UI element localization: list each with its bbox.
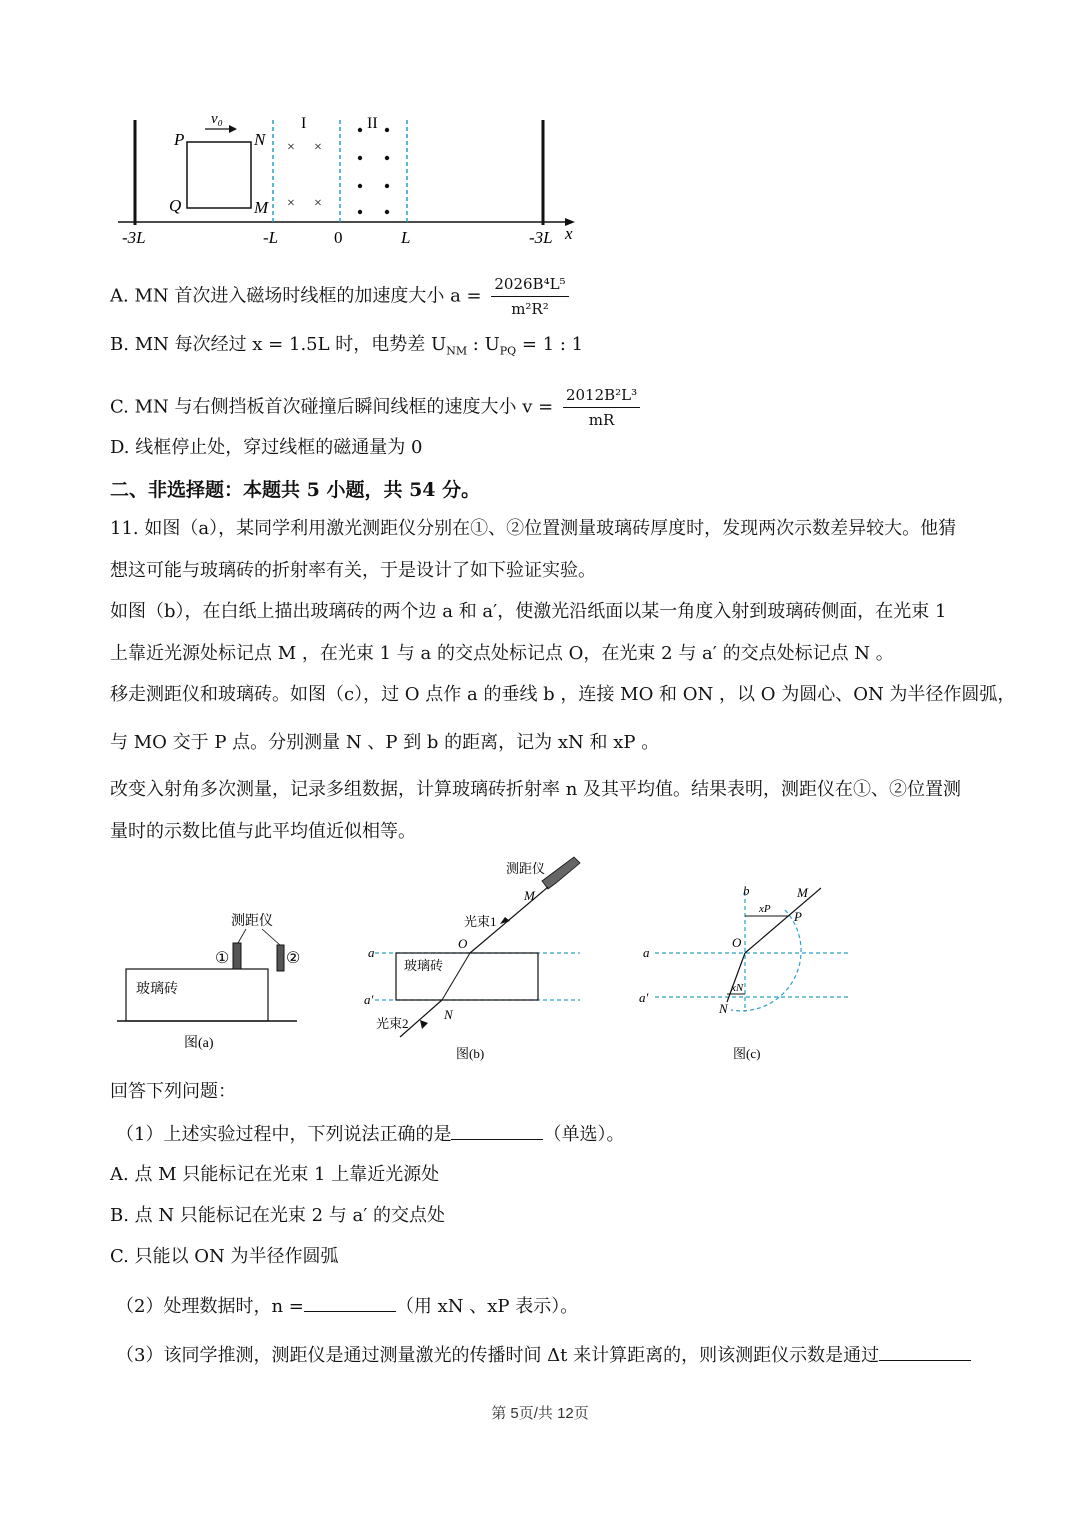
svg-text:xN: xN (731, 982, 744, 994)
option-a-fraction: $\frac{\text{2026B⁴L⁵}}{\text{m²R²}}$ (491, 272, 568, 321)
svg-text:M: M (797, 885, 808, 900)
tick-2: -L (263, 228, 279, 247)
option-a-text: MN 首次进入磁场时线框的加速度大小 a = (134, 285, 482, 307)
question-1-option-c: C. 只能以 ON 为半径作圆弧 (110, 1246, 339, 1267)
label-M: M (254, 198, 269, 217)
page-footer: 第 5页/共 12页 (491, 1405, 589, 1422)
option-d: D. 线框停止处，穿过线框的磁通量为 0 (110, 437, 423, 458)
x-axis-label: x (565, 224, 573, 243)
svg-text:测距仪: 测距仪 (231, 914, 273, 929)
figure-c (635, 882, 855, 1067)
q11-p3a: 移走测距仪和玻璃砖。如图（c），过 O 点作 a 的垂线 b ，连接 MO 和 ON ，以 O 为圆心、ON 为半径作圆弧， (110, 684, 1016, 705)
svg-text:N: N (444, 1007, 453, 1022)
tick-1: -3L (122, 228, 146, 247)
label-II: II (367, 115, 378, 132)
svg-text:a: a (643, 945, 650, 960)
q11-p1b: 想这可能与玻璃砖的折射率有关，于是设计了如下验证实验。 (110, 560, 596, 581)
svg-text:图(c): 图(c) (733, 1046, 761, 1061)
question-1-option-b: B. 点 N 只能标记在光束 2 与 a′ 的交点处 (110, 1205, 446, 1226)
svg-text:×: × (314, 196, 322, 211)
svg-text:玻璃砖: 玻璃砖 (404, 958, 444, 973)
section-heading: 二、非选择题：本题共 5 小题，共 54 分。 (110, 479, 481, 501)
svg-text:玻璃砖: 玻璃砖 (136, 982, 178, 997)
option-c: C. MN 与右侧挡板首次碰撞后瞬间线框的速度大小 v = $\frac{\text{2012B²L³}}{mR}$ (110, 383, 640, 432)
tick-5: -3L (529, 228, 553, 247)
magnetic-field-figure (110, 105, 590, 250)
svg-text:a′: a′ (639, 990, 649, 1005)
label-N: N (254, 130, 266, 149)
svg-text:O: O (732, 935, 742, 950)
questions-intro: 回答下列问题： (110, 1081, 236, 1102)
svg-text:M: M (524, 888, 535, 903)
svg-text:b: b (743, 883, 750, 898)
svg-text:O: O (458, 936, 468, 951)
q11-p1a: 11. 如图（a），某同学利用激光测距仪分别在①、②位置测量玻璃砖厚度时，发现两次示数差异较大。他猜 (110, 518, 957, 539)
answer-blank-3[interactable] (879, 1342, 971, 1361)
tick-4: L (401, 228, 411, 247)
svg-text:×: × (287, 196, 295, 211)
question-1-option-a: A. 点 M 只能标记在光束 1 上靠近光源处 (110, 1164, 440, 1185)
svg-text:①: ① (215, 950, 230, 967)
q11-p4a: 改变入射角多次测量，记录多组数据，计算玻璃砖折射率 n 及其平均值。结果表明，测距仪在①、②位置测 (110, 779, 962, 800)
q11-p2a: 如图（b），在白纸上描出玻璃砖的两个边 a 和 a′，使激光沿纸面以某一角度入射到玻璃砖侧面，在光束 1 (110, 601, 947, 622)
tick-3: 0 (334, 228, 343, 247)
option-c-fraction: $\frac{\text{2012B²L³}}{mR}$ (563, 383, 640, 432)
label-P: P (174, 130, 185, 149)
label-Q: Q (169, 196, 182, 215)
figure-a (112, 905, 312, 1055)
q11-p2b: 上靠近光源处标记点 M ，在光束 1 与 a 的交点处标记点 O，在光束 2 与 a′ 的交点处标记点 N 。 (110, 643, 894, 664)
q11-p4b: 量时的示数比值与此平均值近似相等。 (110, 821, 416, 842)
svg-text:a: a (368, 945, 375, 960)
svg-text:a′: a′ (364, 992, 374, 1007)
svg-text:②: ② (286, 950, 301, 967)
answer-blank-1[interactable] (451, 1121, 543, 1140)
label-I: I (301, 115, 307, 132)
svg-text:光束1: 光束1 (464, 914, 497, 929)
svg-text:测距仪: 测距仪 (506, 861, 546, 876)
svg-text:×: × (314, 140, 322, 155)
answer-blank-2[interactable] (304, 1293, 396, 1312)
v0-label: v₀ (211, 111, 223, 127)
svg-text:xP: xP (759, 903, 771, 915)
question-2: （2）处理数据时，n = （用 xN 、xP 表示）。 (116, 1293, 578, 1319)
svg-text:光束2: 光束2 (376, 1016, 409, 1031)
figure-b (360, 855, 600, 1065)
svg-text:图(a): 图(a) (184, 1036, 214, 1051)
svg-text:P: P (794, 909, 802, 924)
option-a: A. MN 首次进入磁场时线框的加速度大小 a = $\frac{\text{2026B⁴L⁵}}{\text{m²R²}}$ (110, 272, 569, 321)
question-1: （1）上述实验过程中，下列说法正确的是 （单选）。 (116, 1121, 624, 1147)
svg-text:N: N (719, 1001, 728, 1016)
option-b: B. MN 每次经过 x = 1.5L 时，电势差 $U_{NM}$ : $U_{PQ} = 1$ : 1 (110, 334, 584, 358)
svg-text:×: × (287, 140, 295, 155)
question-3: （3）该同学推测，测距仪是通过测量激光的传播时间 Δt 来计算距离的，则该测距仪示数是通过 (116, 1342, 971, 1368)
q11-p3b: 与 MO 交于 P 点。分别测量 N 、P 到 b 的距离，记为 xN 和 xP 。 (110, 732, 660, 753)
svg-text:图(b): 图(b) (456, 1046, 485, 1061)
